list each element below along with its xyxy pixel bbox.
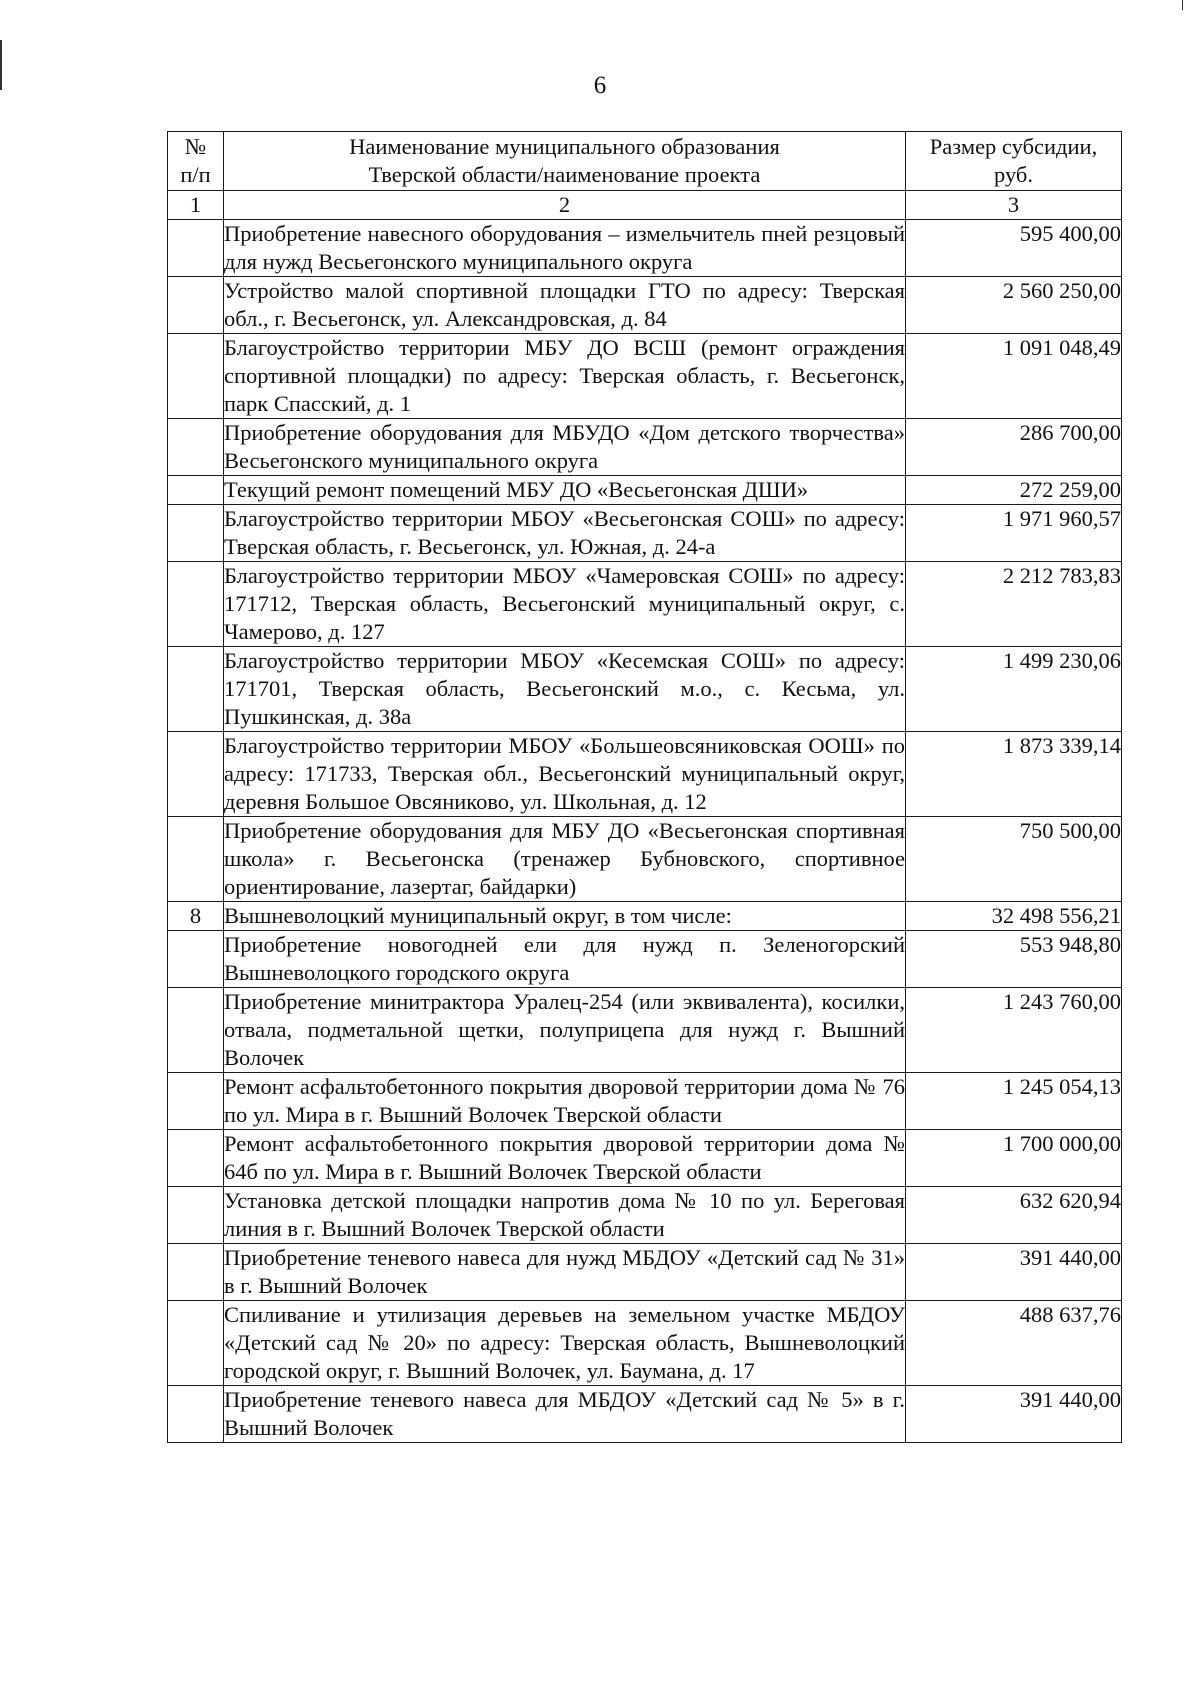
row-name-cell: Приобретение новогодней ели для нужд п. Зеленогорский Вышневолоцкого городского округа: [224, 931, 906, 988]
row-number-cell: [168, 988, 224, 1073]
table-row: [168, 1244, 1122, 1301]
row-number-cell: [168, 220, 224, 277]
row-amount-cell: 272 259,00: [906, 476, 1122, 505]
row-name-cell: Приобретение теневого навеса для МБДОУ «Детский сад № 5» в г. Вышний Волочек: [224, 1386, 906, 1443]
row-amount-cell: 2 212 783,83: [906, 562, 1122, 647]
row-number-cell: [168, 1130, 224, 1187]
column-number: 3: [906, 191, 1122, 220]
page-number: 6: [593, 72, 607, 99]
table-row: [168, 220, 1122, 277]
row-name-cell: Текущий ремонт помещений МБУ ДО «Весьегонская ДШИ»: [224, 476, 906, 505]
row-number-cell: [168, 1386, 224, 1443]
header-num: № п/п: [168, 132, 224, 191]
row-name-cell: Устройство малой спортивной площадки ГТО по адресу: Тверская обл., г. Весьегонск, ул. Александровская, д. 84: [224, 277, 906, 334]
row-amount-cell: 632 620,94: [906, 1187, 1122, 1244]
row-name-cell: Приобретение оборудования для МБУДО «Дом детского творчества» Весьегонского муниципального округа: [224, 419, 906, 476]
row-name-cell: Приобретение навесного оборудования – измельчитель пней резцовый для нужд Весьегонского муниципального округа: [224, 220, 906, 277]
row-number-cell: [168, 732, 224, 817]
table-row: [168, 1301, 1122, 1386]
row-amount-cell: 286 700,00: [906, 419, 1122, 476]
column-number: 2: [224, 191, 906, 220]
subsidy-table: [167, 131, 1122, 1443]
row-amount-cell: 2 560 250,00: [906, 277, 1122, 334]
row-amount-cell: 391 440,00: [906, 1244, 1122, 1301]
row-name-cell: Ремонт асфальтобетонного покрытия дворовой территории дома № 76 по ул. Мира в г. Вышний Волочек Тверской области: [224, 1073, 906, 1130]
row-amount-cell: 391 440,00: [906, 1386, 1122, 1443]
row-name-cell: Спиливание и утилизация деревьев на земельном участке МБДОУ «Детский сад № 20» по адресу: Тверская область, Вышневолоцкий городской округ, г. Вышний Волочек, ул. Баумана, д. 17: [224, 1301, 906, 1386]
row-name-cell: Благоустройство территории МБОУ «Большеовсяниковская ООШ» по адресу: 171733, Тверская обл., Весьегонский муниципальный округ, деревня Большое Овсяниково, ул. Школьная, д. 12: [224, 732, 906, 817]
row-name-cell: Приобретение теневого навеса для нужд МБДОУ «Детский сад № 31» в г. Вышний Волочек: [224, 1244, 906, 1301]
table-row: [168, 562, 1122, 647]
row-number-cell: [168, 931, 224, 988]
row-number-cell: [168, 647, 224, 732]
table-row: [168, 505, 1122, 562]
header-amount: Размер субсидии, руб.: [906, 132, 1122, 191]
row-number-cell: [168, 505, 224, 562]
row-number-cell: 8: [168, 902, 224, 931]
row-number-cell: [168, 817, 224, 902]
table-row: [168, 1386, 1122, 1443]
row-amount-cell: 1 243 760,00: [906, 988, 1122, 1073]
row-number-cell: [168, 476, 224, 505]
row-number-cell: [168, 562, 224, 647]
row-number-cell: [168, 419, 224, 476]
table-row: [168, 1130, 1122, 1187]
row-amount-cell: 750 500,00: [906, 817, 1122, 902]
row-name-cell: Благоустройство территории МБУ ДО ВСШ (ремонт ограждения спортивной площадки) по адресу: Тверская область, г. Весьегонск, парк Спасский, д. 1: [224, 334, 906, 419]
row-amount-cell: 1 091 048,49: [906, 334, 1122, 419]
row-name-cell: Приобретение оборудования для МБУ ДО «Весьегонская спортивная школа» г. Весьегонска (тренажер Бубновского, спортивное ориентирование, лазертаг, байдарки): [224, 817, 906, 902]
table-row: [168, 277, 1122, 334]
row-amount-cell: 32 498 556,21: [906, 902, 1122, 931]
row-amount-cell: 1 873 339,14: [906, 732, 1122, 817]
row-name-cell: Благоустройство территории МБОУ «Кесемская СОШ» по адресу: 171701, Тверская область, Весьегонский м.о., с. Кесьма, ул. Пушкинская, д. 38а: [224, 647, 906, 732]
table-row: [168, 1187, 1122, 1244]
row-name-cell: Благоустройство территории МБОУ «Чамеровская СОШ» по адресу: 171712, Тверская область, Весьегонский муниципальный округ, с. Чамерово, д. 127: [224, 562, 906, 647]
row-number-cell: [168, 1301, 224, 1386]
row-number-cell: [168, 334, 224, 419]
table-row: [168, 931, 1122, 988]
table-row: [168, 647, 1122, 732]
column-number: 1: [168, 191, 224, 220]
column-number-row: [168, 191, 1122, 220]
row-number-cell: [168, 1187, 224, 1244]
row-amount-cell: 488 637,76: [906, 1301, 1122, 1386]
table-row: [168, 902, 1122, 931]
table-row: [168, 334, 1122, 419]
table-row: [168, 732, 1122, 817]
header-name: Наименование муниципального образования Тверской области/наименование проекта: [224, 132, 906, 191]
row-number-cell: [168, 1244, 224, 1301]
table-row: [168, 817, 1122, 902]
row-number-cell: [168, 277, 224, 334]
row-name-cell: Благоустройство территории МБОУ «Весьегонская СОШ» по адресу: Тверская область, г. Весьегонск, ул. Южная, д. 24-а: [224, 505, 906, 562]
row-amount-cell: 1 499 230,06: [906, 647, 1122, 732]
row-name-cell: Установка детской площадки напротив дома № 10 по ул. Береговая линия в г. Вышний Волочек Тверской области: [224, 1187, 906, 1244]
row-amount-cell: 553 948,80: [906, 931, 1122, 988]
row-number-cell: [168, 1073, 224, 1130]
table-row: [168, 476, 1122, 505]
row-amount-cell: 1 971 960,57: [906, 505, 1122, 562]
row-name-cell: Вышневолоцкий муниципальный округ, в том числе:: [224, 902, 906, 931]
row-name-cell: Приобретение минитрактора Уралец-254 (или эквивалента), косилки, отвала, подметальной щетки, полуприцепа для нужд г. Вышний Волочек: [224, 988, 906, 1073]
row-name-cell: Ремонт асфальтобетонного покрытия дворовой территории дома № 64б по ул. Мира в г. Вышний Волочек Тверской области: [224, 1130, 906, 1187]
table-row: [168, 988, 1122, 1073]
row-amount-cell: 1 700 000,00: [906, 1130, 1122, 1187]
row-amount-cell: 595 400,00: [906, 220, 1122, 277]
table-row: [168, 419, 1122, 476]
row-amount-cell: 1 245 054,13: [906, 1073, 1122, 1130]
table-header-row: [168, 132, 1122, 191]
scan-edge-mark: [1182, 0, 1183, 10]
table-row: [168, 1073, 1122, 1130]
